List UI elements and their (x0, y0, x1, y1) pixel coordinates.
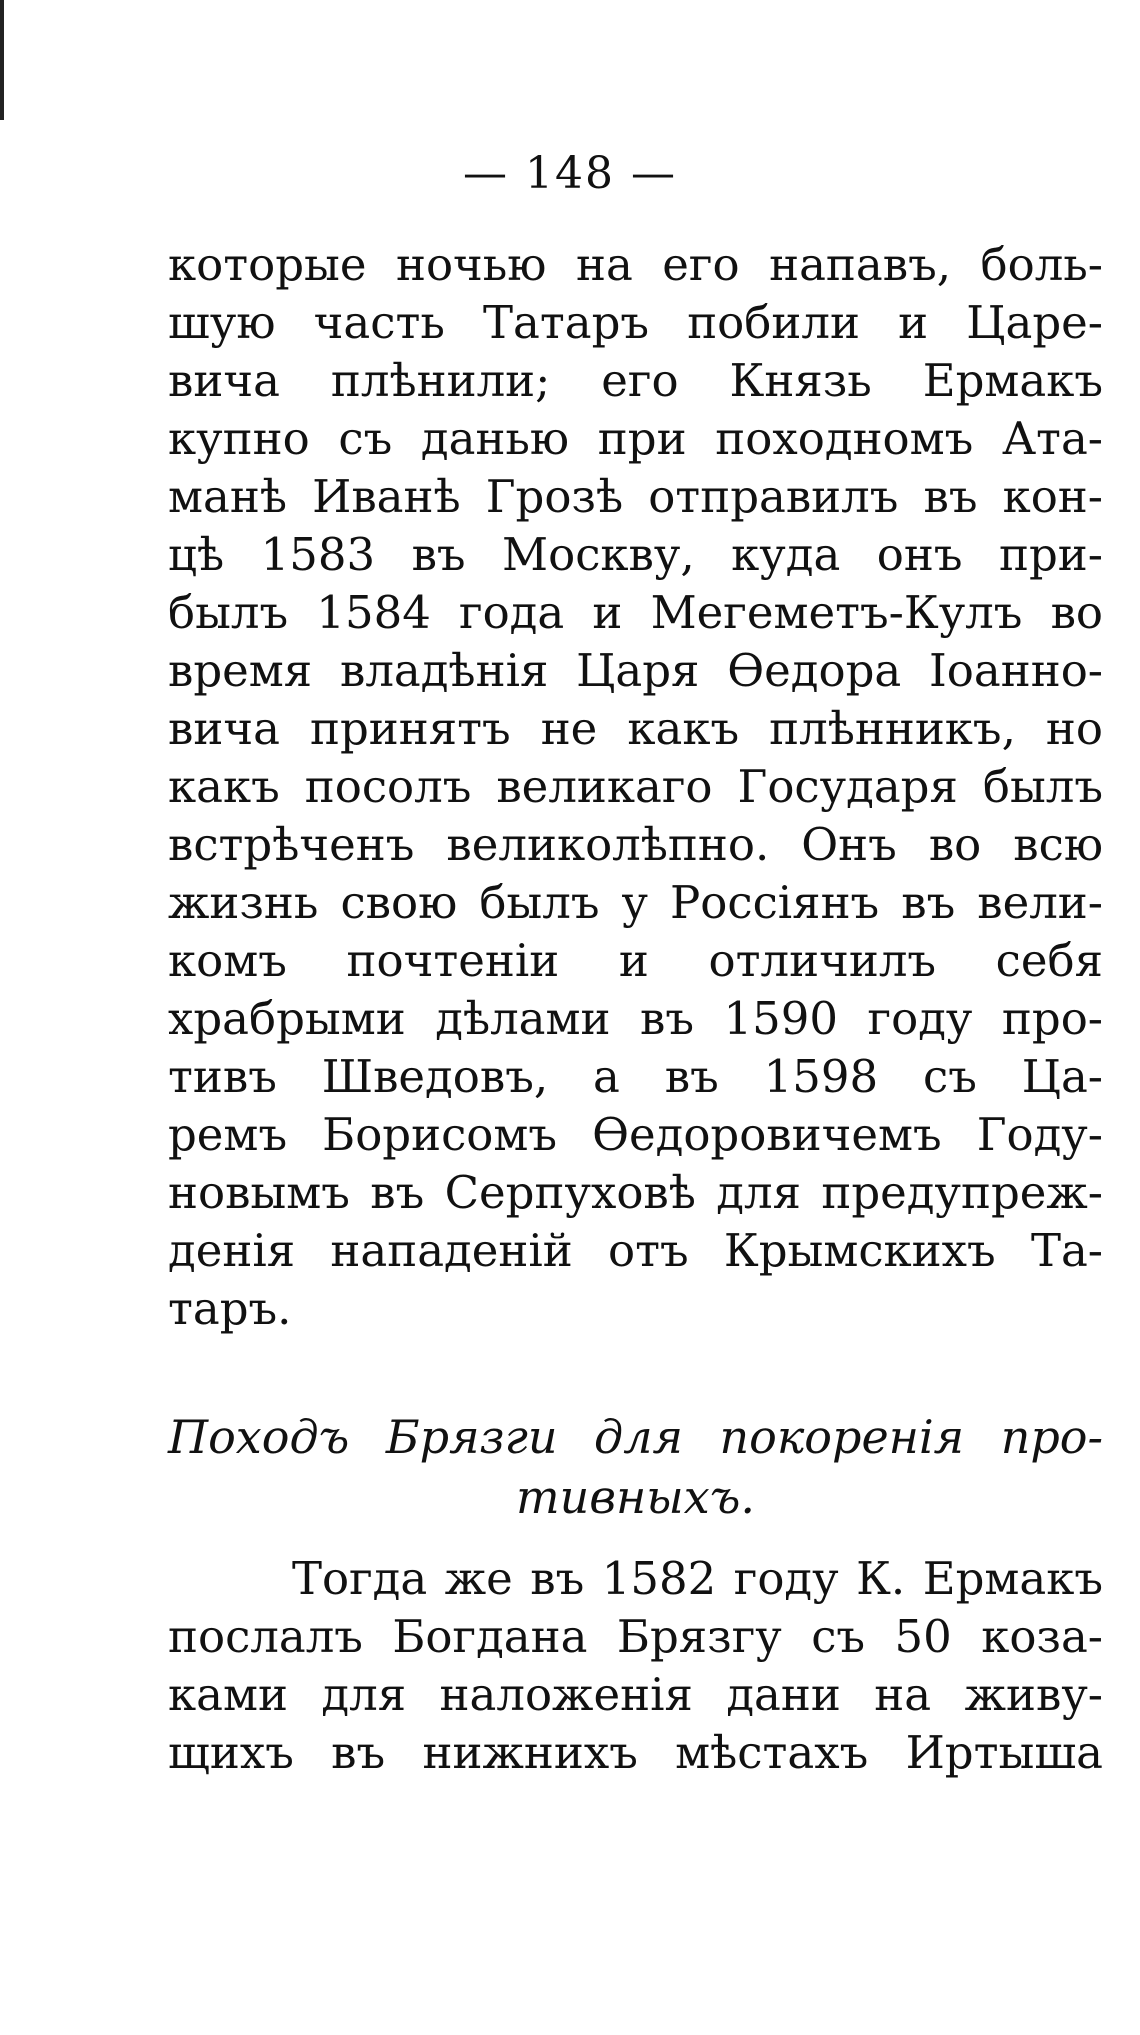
text-line: ками для наложенія дани на живу- (168, 1668, 1103, 1721)
text-line: шую часть Татаръ побили и Царе- (168, 296, 1103, 349)
text-line: комъ почтеніи и отличилъ себя (168, 934, 1103, 987)
text-line: вича плѣнили; его Князь Ермакъ (168, 354, 1103, 407)
page-number-header: — 148 — (463, 148, 677, 199)
text-line: манѣ Иванѣ Грозѣ отправилъ въ кон- (168, 470, 1103, 523)
text-line: купно съ данью при походномъ Ата- (168, 412, 1103, 465)
text-line: цѣ 1583 въ Москву, куда онъ при- (168, 528, 1103, 581)
text-line: новымъ въ Серпуховѣ для предупреж- (168, 1166, 1103, 1219)
page-edge-mark (0, 0, 4, 120)
text-line: какъ посолъ великаго Государя былъ (168, 760, 1103, 813)
text-line: послалъ Богдана Брязгу съ 50 коза- (168, 1610, 1103, 1663)
text-line: ремъ Борисомъ Ѳедоровичемъ Году- (168, 1108, 1103, 1161)
text-line: денія нападеній отъ Крымскихъ Та- (168, 1224, 1103, 1277)
text-line: Тогда же въ 1582 году К. Ермакъ (292, 1552, 1103, 1605)
text-line: время владѣнія Царя Ѳедора Іоанно- (168, 644, 1103, 697)
section-heading-line: Походъ Брязги для покоренія про- (168, 1410, 1103, 1464)
text-line: тивъ Шведовъ, а въ 1598 съ Ца- (168, 1050, 1103, 1103)
text-line: вича принятъ не какъ плѣнникъ, но (168, 702, 1103, 755)
text-line: жизнь свою былъ у Россіянъ въ вели- (168, 876, 1103, 929)
text-line: таръ. (168, 1282, 292, 1335)
text-line: былъ 1584 года и Мегеметъ-Кулъ во (168, 586, 1103, 639)
text-line: щихъ въ нижнихъ мѣстахъ Иртыша (168, 1726, 1103, 1779)
text-line: которые ночью на его напавъ, боль- (168, 238, 1103, 291)
section-heading-line: тивныхъ. (515, 1470, 755, 1524)
text-line: храбрыми дѣлами въ 1590 году про- (168, 992, 1103, 1045)
text-line: встрѣченъ великолѣпно. Онъ во всю (168, 818, 1103, 871)
